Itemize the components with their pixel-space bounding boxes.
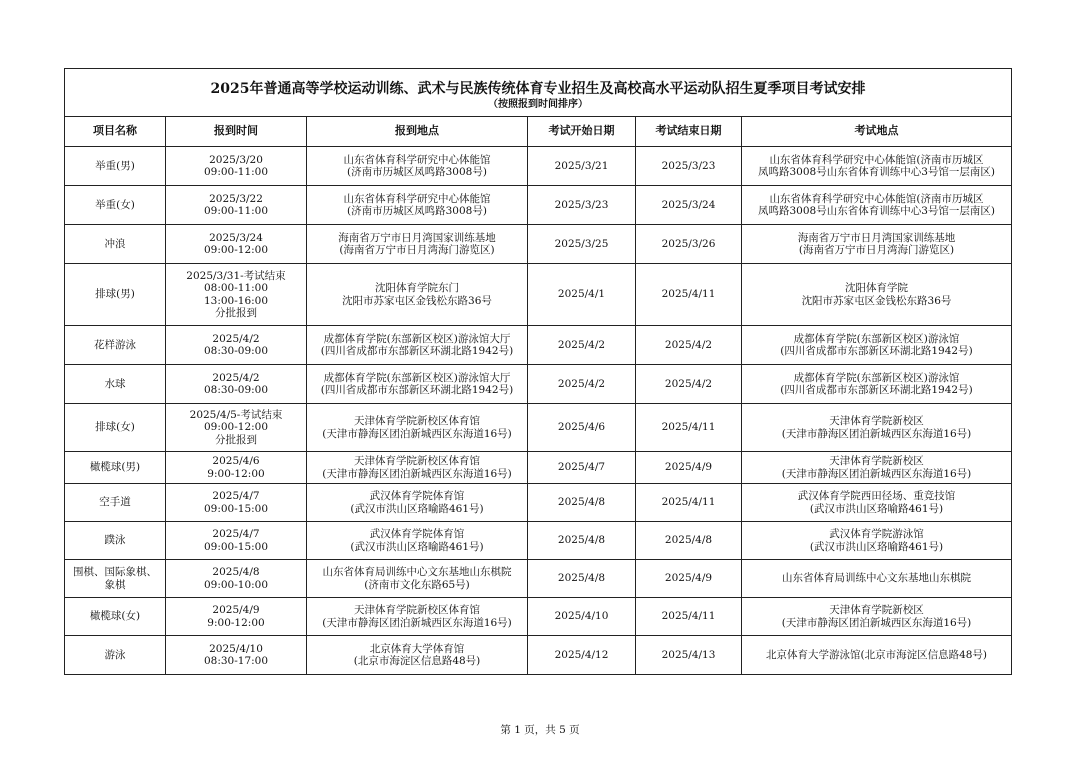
project-name-cell-line: 水球: [104, 377, 126, 390]
header-checkin-place: 报到地点: [307, 117, 528, 147]
exam-venue-cell: [742, 186, 1012, 225]
checkin-place-cell-line: 天津体育学院新校区体育馆: [354, 415, 480, 427]
exam-venue-cell: [742, 404, 1012, 452]
checkin-time-cell-line: 2025/3/20: [209, 153, 263, 166]
project-name-cell-line: 蹼泳: [104, 534, 126, 547]
project-name-cell: [65, 365, 166, 404]
checkin-time-cell: [166, 225, 307, 264]
project-name-cell-line: 橄榄球(男): [89, 461, 141, 474]
checkin-time-cell: [166, 452, 307, 484]
exam-end-cell: 2025/3/26: [636, 225, 742, 264]
project-name-cell: [65, 484, 166, 522]
exam-end-cell: 2025/4/2: [636, 365, 742, 404]
checkin-place-cell: [307, 264, 528, 326]
checkin-time-cell-line: 2025/4/8: [212, 566, 260, 578]
exam-start-cell: 2025/3/21: [528, 147, 636, 186]
exam-start-cell: 2025/4/12: [528, 636, 636, 675]
checkin-place-cell-line: (北京市海淀区信息路48号): [353, 655, 481, 667]
checkin-time-cell-line: 09:00-10:00: [203, 578, 269, 591]
checkin-time-cell-line: 09:00-15:00: [203, 540, 269, 553]
checkin-place-cell: [307, 484, 528, 522]
project-name-cell-line: 围棋、国际象棋、: [73, 566, 157, 578]
checkin-time-cell-line: 分批报到: [215, 433, 257, 446]
project-name-cell: [65, 147, 166, 186]
exam-end-cell: 2025/4/11: [636, 598, 742, 636]
project-name-cell-line: 空手道: [99, 496, 131, 509]
exam-venue-cell-line: 沈阳体育学院: [845, 282, 908, 294]
checkin-time-cell-line: 9:00-12:00: [207, 467, 265, 480]
exam-venue-cell: [742, 636, 1012, 675]
exam-end-cell: 2025/4/9: [636, 560, 742, 598]
exam-venue-cell-line: (天津市静海区团泊新城西区东海道16号): [781, 616, 972, 629]
table-row: [65, 522, 1012, 560]
exam-venue-cell-line: 北京体育大学游泳馆(北京市海淀区信息路48号): [765, 648, 988, 661]
exam-venue-cell-line: 武汉体育学院游泳馆: [829, 528, 924, 540]
project-name-cell: [65, 326, 166, 365]
project-name-cell: [65, 636, 166, 675]
checkin-place-cell-line: 武汉体育学院体育馆: [369, 490, 465, 502]
exam-venue-cell: [742, 225, 1012, 264]
checkin-time-cell-line: 08:00-11:00: [203, 282, 269, 294]
checkin-time-cell-line: 2025/4/7: [212, 490, 260, 502]
exam-venue-cell-line: 天津体育学院新校区: [829, 415, 924, 427]
exam-venue-cell-line: (武汉市洪山区珞喻路461号): [809, 540, 944, 553]
exam-start-cell: 2025/4/8: [528, 560, 636, 598]
checkin-place-cell: [307, 636, 528, 675]
header-exam-venue: 考试地点: [742, 117, 1012, 147]
checkin-time-cell-line: 2025/3/24: [209, 231, 263, 244]
exam-venue-cell-line: 海南省万宁市日月湾国家训练基地: [797, 231, 956, 244]
checkin-place-cell-line: 海南省万宁市日月湾国家训练基地: [338, 231, 496, 244]
page-subtitle: （按照报到时间排序）: [488, 99, 588, 110]
checkin-place-cell: [307, 522, 528, 560]
checkin-time-cell-line: 2025/4/10: [209, 642, 263, 655]
checkin-place-cell-line: (济南市文化东路65号): [364, 578, 470, 591]
table-row: [65, 147, 1012, 186]
exam-end-cell: 2025/4/9: [636, 452, 742, 484]
checkin-place-cell-line: (四川省成都市东部新区环湖北路1942号): [320, 345, 514, 357]
checkin-place-cell: [307, 147, 528, 186]
checkin-place-cell-line: 沈阳体育学院东门: [375, 282, 459, 294]
exam-venue-cell-line: 武汉体育学院西田径场、重竞技馆: [797, 490, 956, 502]
exam-end-cell: 2025/4/11: [636, 484, 742, 522]
checkin-time-cell: [166, 186, 307, 225]
checkin-time-cell-line: 2025/3/22: [209, 192, 263, 205]
checkin-time-cell: [166, 404, 307, 452]
exam-venue-cell-line: (天津市静海区团泊新城西区东海道16号): [781, 427, 972, 440]
project-name-cell: [65, 186, 166, 225]
checkin-place-cell-line: 成都体育学院(东部新区校区)游泳馆大厅: [323, 332, 511, 345]
exam-venue-cell-line: 山东省体育科学研究中心体能馆(济南市历城区: [769, 153, 984, 166]
checkin-place-cell: [307, 598, 528, 636]
checkin-time-cell: [166, 365, 307, 404]
table-row: [65, 326, 1012, 365]
project-name-cell: [65, 560, 166, 598]
project-name-cell: [65, 452, 166, 484]
project-name-cell: [65, 225, 166, 264]
exam-venue-cell: [742, 147, 1012, 186]
checkin-time-cell: [166, 636, 307, 675]
checkin-time-cell-line: 08:30-17:00: [203, 655, 269, 667]
project-name-cell-line: 冲浪: [104, 237, 126, 250]
checkin-time-cell-line: 08:30-09:00: [203, 345, 269, 357]
header-row: [65, 117, 1012, 147]
exam-venue-cell-line: 凤鸣路3008号山东省体育训练中心3号馆一层南区): [758, 166, 995, 178]
exam-venue-cell-line: 成都体育学院(东部新区校区)游泳馆: [793, 371, 960, 384]
checkin-time-cell-line: 09:00-15:00: [203, 502, 269, 515]
checkin-place-cell-line: (天津市静海区团泊新城西区东海道16号): [322, 467, 512, 480]
checkin-place-cell-line: 武汉体育学院体育馆: [369, 528, 465, 540]
exam-venue-cell-line: (武汉市洪山区珞喻路461号): [809, 502, 944, 515]
checkin-place-cell-line: (四川省成都市东部新区环湖北路1942号): [320, 384, 514, 396]
table-row: [65, 404, 1012, 452]
table-body: [65, 147, 1012, 675]
checkin-time-cell: [166, 484, 307, 522]
checkin-time-cell-line: 分批报到: [215, 307, 257, 319]
exam-venue-cell-line: 天津体育学院新校区: [829, 455, 924, 467]
table-row: [65, 365, 1012, 404]
checkin-place-cell: [307, 365, 528, 404]
checkin-place-cell-line: (天津市静海区团泊新城西区东海道16号): [322, 616, 512, 629]
exam-venue-cell-line: (四川省成都市东部新区环湖北路1942号): [780, 384, 973, 396]
checkin-time-cell-line: 9:00-12:00: [207, 616, 265, 629]
checkin-time-cell-line: 2025/4/6: [212, 455, 260, 467]
checkin-place-cell: [307, 186, 528, 225]
checkin-time-cell-line: 08:30-09:00: [203, 384, 269, 396]
checkin-place-cell-line: (济南市历城区凤鸣路3008号): [347, 205, 487, 217]
exam-venue-cell-line: (海南省万宁市日月湾海门游览区): [798, 244, 955, 256]
table-row: [65, 560, 1012, 598]
exam-venue-cell-line: 成都体育学院(东部新区校区)游泳馆: [793, 332, 960, 345]
checkin-place-cell: [307, 404, 528, 452]
checkin-place-cell-line: 成都体育学院(东部新区校区)游泳馆大厅: [323, 371, 511, 384]
checkin-time-cell-line: 2025/4/9: [212, 604, 260, 616]
exam-start-cell: 2025/4/8: [528, 522, 636, 560]
exam-start-cell: 2025/4/6: [528, 404, 636, 452]
exam-start-cell: 2025/4/10: [528, 598, 636, 636]
checkin-place-cell-line: (武汉市洪山区珞喻路461号): [350, 540, 484, 553]
project-name-cell-line: 举重(男): [95, 159, 135, 172]
checkin-time-cell: [166, 147, 307, 186]
checkin-time-cell: [166, 522, 307, 560]
checkin-place-cell-line: (天津市静海区团泊新城西区东海道16号): [322, 427, 512, 440]
checkin-place-cell-line: 山东省体育局训练中心文东基地山东棋院: [322, 566, 512, 578]
exam-venue-cell-line: 沈阳市苏家屯区金钱松东路36号: [801, 294, 952, 307]
table-row: [65, 225, 1012, 264]
checkin-time-cell: [166, 326, 307, 365]
title-cell: [65, 69, 1012, 117]
project-name-cell-line: 排球(男): [95, 288, 135, 301]
exam-end-cell: 2025/3/24: [636, 186, 742, 225]
project-name-cell-line: 举重(女): [95, 198, 135, 211]
project-name-cell-line: 花样游泳: [94, 338, 136, 351]
project-name-cell: [65, 404, 166, 452]
exam-venue-cell: [742, 365, 1012, 404]
exam-start-cell: 2025/4/2: [528, 365, 636, 404]
project-name-cell-line: 排球(女): [95, 421, 135, 434]
checkin-time-cell-line: 2025/4/2: [212, 332, 260, 345]
checkin-time-cell-line: 09:00-11:00: [203, 166, 269, 178]
checkin-place-cell-line: 北京体育大学体育馆: [369, 642, 465, 655]
exam-start-cell: 2025/3/23: [528, 186, 636, 225]
checkin-place-cell-line: 山东省体育科学研究中心体能馆: [343, 192, 491, 205]
project-name-cell: [65, 264, 166, 326]
exam-start-cell: 2025/4/1: [528, 264, 636, 326]
checkin-time-cell: [166, 598, 307, 636]
project-name-cell-line: 橄榄球(女): [89, 610, 141, 623]
header-exam-start: 考试开始日期: [528, 117, 636, 147]
checkin-time-cell-line: 2025/4/7: [212, 528, 260, 540]
checkin-place-cell-line: 天津体育学院新校区体育馆: [354, 604, 480, 616]
checkin-place-cell-line: 沈阳市苏家屯区金钱松东路36号: [342, 294, 492, 307]
checkin-time-cell-line: 2025/3/31-考试结束: [186, 269, 286, 282]
project-name-cell: [65, 522, 166, 560]
project-name-cell-line: 游泳: [104, 648, 126, 661]
exam-venue-cell-line: (四川省成都市东部新区环湖北路1942号): [780, 345, 973, 357]
header-project-name: 项目名称: [65, 117, 166, 147]
project-name-cell-line: 象棋: [104, 578, 126, 591]
checkin-time-cell-line: 2025/4/5-考试结束: [189, 408, 283, 421]
page-footer: 第 1 页，共 5 页: [500, 724, 580, 736]
header-checkin-time: 报到时间: [166, 117, 307, 147]
exam-start-cell: 2025/3/25: [528, 225, 636, 264]
exam-end-cell: 2025/4/13: [636, 636, 742, 675]
checkin-place-cell-line: 天津体育学院新校区体育馆: [354, 455, 480, 467]
checkin-time-cell-line: 2025/4/2: [212, 371, 260, 384]
project-name-cell: [65, 598, 166, 636]
checkin-place-cell: [307, 225, 528, 264]
checkin-time-cell-line: 13:00-16:00: [203, 294, 269, 307]
table-row: [65, 484, 1012, 522]
table-row: [65, 636, 1012, 675]
table-row: [65, 264, 1012, 326]
exam-venue-cell: [742, 452, 1012, 484]
page-title: 2025年普通高等学校运动训练、武术与民族传统体育专业招生及高校高水平运动队招生夏季项目考试安排: [210, 81, 866, 97]
exam-venue-cell: [742, 484, 1012, 522]
schedule-sheet: [64, 68, 1011, 675]
checkin-place-cell: [307, 326, 528, 365]
exam-end-cell: 2025/3/23: [636, 147, 742, 186]
checkin-time-cell-line: 09:00-12:00: [203, 244, 269, 256]
exam-venue-cell: [742, 598, 1012, 636]
exam-end-cell: 2025/4/11: [636, 264, 742, 326]
table-row: [65, 598, 1012, 636]
checkin-time-cell-line: 09:00-12:00: [203, 421, 269, 434]
checkin-place-cell: [307, 560, 528, 598]
checkin-time-cell: [166, 560, 307, 598]
checkin-place-cell-line: (济南市历城区凤鸣路3008号): [347, 166, 487, 178]
exam-venue-cell: [742, 264, 1012, 326]
table-row: [65, 186, 1012, 225]
header-exam-end: 考试结束日期: [636, 117, 742, 147]
exam-end-cell: 2025/4/2: [636, 326, 742, 365]
checkin-time-cell-line: 09:00-11:00: [203, 205, 269, 217]
table-row: [65, 452, 1012, 484]
exam-venue-cell: [742, 522, 1012, 560]
exam-venue-cell-line: 山东省体育科学研究中心体能馆(济南市历城区: [769, 192, 984, 205]
exam-venue-cell-line: 天津体育学院新校区: [829, 604, 924, 616]
exam-start-cell: 2025/4/2: [528, 326, 636, 365]
checkin-place-cell-line: (海南省万宁市日月湾海门游览区): [339, 244, 495, 256]
exam-venue-cell-line: 凤鸣路3008号山东省体育训练中心3号馆一层南区): [758, 205, 995, 217]
exam-end-cell: 2025/4/8: [636, 522, 742, 560]
exam-venue-cell: [742, 560, 1012, 598]
exam-venue-cell-line: (天津市静海区团泊新城西区东海道16号): [781, 467, 972, 480]
checkin-place-cell: [307, 452, 528, 484]
exam-end-cell: 2025/4/11: [636, 404, 742, 452]
checkin-place-cell-line: 山东省体育科学研究中心体能馆: [343, 153, 491, 166]
exam-start-cell: 2025/4/7: [528, 452, 636, 484]
checkin-time-cell: [166, 264, 307, 326]
schedule-table: [64, 68, 1012, 675]
exam-venue-cell: [742, 326, 1012, 365]
exam-start-cell: 2025/4/8: [528, 484, 636, 522]
exam-venue-cell-line: 山东省体育局训练中心文东基地山东棋院: [782, 572, 971, 585]
checkin-place-cell-line: (武汉市洪山区珞喻路461号): [350, 502, 484, 515]
